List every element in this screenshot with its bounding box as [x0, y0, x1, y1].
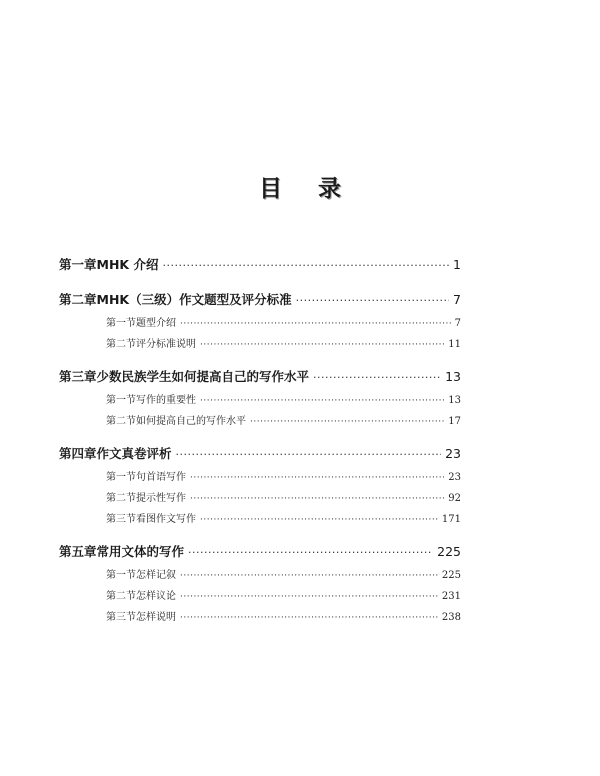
dot-leader — [180, 314, 451, 335]
chapter-page-number: 225 — [437, 544, 461, 559]
chapter-page-number: 7 — [453, 292, 461, 307]
toc-chapter-row — [59, 252, 461, 278]
section-number: 第一节 — [106, 395, 136, 406]
toc-section-row — [59, 467, 461, 488]
toc-chapter-1 — [59, 252, 461, 278]
dot-leader — [200, 510, 438, 531]
toc-section-row — [59, 488, 461, 509]
section-number: 第三节 — [106, 514, 136, 525]
section-page-number: 17 — [448, 416, 461, 427]
dot-leader — [200, 335, 444, 356]
section-title: 看图作文写作 — [136, 514, 196, 525]
section-page-number: 171 — [441, 514, 461, 525]
chapter-title: 作文真卷评析 — [96, 446, 172, 461]
section-number: 第二节 — [106, 591, 136, 602]
dot-leader — [180, 566, 438, 587]
dot-leader — [250, 412, 444, 433]
section-title: 如何提高自己的写作水平 — [136, 416, 246, 427]
chapter-number: 第五章 — [59, 544, 97, 559]
section-number: 第二节 — [106, 339, 136, 350]
toc-chapter-row — [59, 539, 461, 565]
section-page-number: 92 — [448, 493, 461, 504]
section-title: 评分标准说明 — [136, 339, 196, 350]
toc-chapter-4 — [59, 441, 461, 530]
dot-leader — [190, 489, 444, 510]
toc-chapter-5 — [59, 539, 461, 628]
section-title: 怎样说明 — [136, 612, 176, 623]
section-page-number: 11 — [448, 339, 461, 350]
toc-section-row — [59, 565, 461, 586]
chapter-number: 第四章 — [59, 446, 97, 461]
section-number: 第二节 — [106, 416, 136, 427]
toc-section-row — [59, 607, 461, 628]
chapter-title: MHK（三级）作文题型及评分标准 — [96, 292, 292, 307]
dot-leader — [188, 540, 433, 566]
dot-leader — [180, 587, 438, 608]
chapter-title: 常用文体的写作 — [96, 544, 185, 559]
toc-section-row — [59, 509, 461, 530]
chapter-page-number: 13 — [445, 369, 461, 384]
chapter-title: MHK 介绍 — [96, 257, 159, 272]
toc-section-row — [59, 390, 461, 411]
section-page-number: 238 — [441, 612, 461, 623]
toc-section-row — [59, 586, 461, 607]
dot-leader — [200, 391, 444, 412]
section-page-number: 13 — [448, 395, 461, 406]
section-page-number: 7 — [454, 318, 461, 329]
dot-leader — [176, 442, 442, 468]
table-of-contents — [59, 252, 461, 637]
section-number: 第一节 — [106, 472, 136, 483]
toc-chapter-row — [59, 287, 461, 313]
section-title: 怎样记叙 — [136, 570, 176, 581]
toc-chapter-row — [59, 441, 461, 467]
toc-section-row — [59, 334, 461, 355]
section-number: 第一节 — [106, 318, 136, 329]
chapter-page-number: 23 — [445, 446, 461, 461]
section-page-number: 23 — [448, 472, 461, 483]
section-number: 第三节 — [106, 612, 136, 623]
toc-chapter-3 — [59, 364, 461, 432]
chapter-title: 少数民族学生如何提高自己的写作水平 — [96, 369, 310, 384]
dot-leader — [180, 608, 438, 629]
section-title: 提示性写作 — [136, 493, 186, 504]
section-title: 写作的重要性 — [136, 395, 196, 406]
dot-leader — [162, 253, 449, 279]
section-title: 怎样议论 — [136, 591, 176, 602]
section-title: 题型介绍 — [136, 318, 176, 329]
chapter-page-number: 1 — [453, 257, 461, 272]
section-number: 第二节 — [106, 493, 136, 504]
section-page-number: 225 — [441, 570, 461, 581]
section-title: 句首语写作 — [136, 472, 186, 483]
dot-leader — [190, 468, 444, 489]
toc-section-row — [59, 313, 461, 334]
toc-chapter-2 — [59, 287, 461, 355]
section-number: 第一节 — [106, 570, 136, 581]
section-page-number: 231 — [441, 591, 461, 602]
page-title: 目 录 — [258, 176, 355, 202]
toc-section-row — [59, 411, 461, 432]
chapter-number: 第三章 — [59, 369, 97, 384]
chapter-number: 第一章 — [59, 257, 97, 272]
dot-leader — [296, 288, 449, 314]
dot-leader — [313, 365, 441, 391]
chapter-number: 第二章 — [59, 292, 97, 307]
toc-chapter-row — [59, 364, 461, 390]
